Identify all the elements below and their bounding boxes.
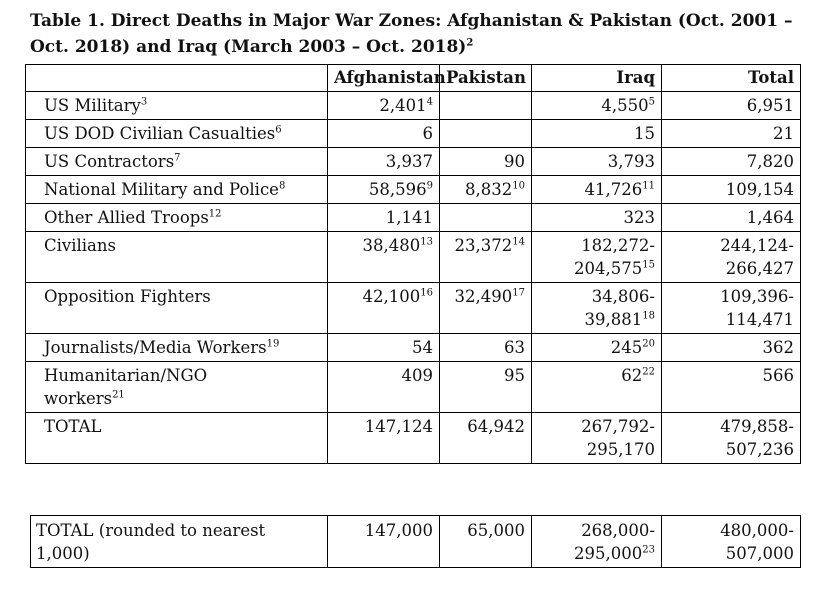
table-row [26, 232, 801, 283]
cell-text: 109,154 [725, 180, 794, 199]
row-label-total-rounded-to-nearest-1-000 [31, 516, 328, 568]
row-label-journalists-media-workers [26, 334, 328, 362]
cell-text: 566 [762, 366, 794, 385]
cell-text: 63 [504, 338, 525, 357]
row-label-opposition-fighters [26, 283, 328, 334]
cell-pakistan [440, 516, 532, 568]
cell-text: TOTAL [44, 417, 102, 436]
cell-text: 41,726 [584, 180, 643, 199]
cell-text: 109,396- [720, 287, 794, 306]
cell-total [662, 362, 801, 413]
footnote-ref: 15 [642, 259, 655, 271]
cell-text: 64,942 [467, 417, 525, 436]
cell-pakistan [440, 120, 532, 148]
footnote-ref: 9 [426, 180, 433, 192]
cell-text: 6,951 [746, 96, 794, 115]
cell-total [662, 148, 801, 176]
cell-total [662, 120, 801, 148]
cell-text: 267,792- [581, 417, 655, 436]
cell-afghanistan [328, 204, 440, 232]
table-row [26, 413, 801, 464]
footnote-ref: 20 [642, 338, 655, 350]
table-title [30, 8, 820, 60]
cell-text: 182,272- [581, 236, 655, 255]
cell-text: Journalists/Media Workers [44, 338, 267, 357]
footnote-ref: 12 [208, 208, 222, 220]
cell-pakistan [440, 283, 532, 334]
row-label-civilians [26, 232, 328, 283]
footnote-ref: 10 [512, 180, 525, 192]
cell-pakistan [440, 232, 532, 283]
cell-text: 480,000- [720, 521, 794, 540]
row-label-us-military [26, 92, 328, 120]
cell-text: 114,471 [725, 310, 794, 329]
row-label-us-dod-civilian-casualties [26, 120, 328, 148]
cell-iraq [532, 283, 662, 334]
cell-text: 1,000) [36, 544, 90, 563]
cell-total [662, 232, 801, 283]
cell-text: 244,124- [720, 236, 794, 255]
cell-text: 245 [610, 338, 643, 357]
cell-iraq [532, 516, 662, 568]
cell-text: 147,000 [364, 521, 433, 540]
row-label-total [26, 413, 328, 464]
table-body [26, 65, 801, 464]
cell-pakistan [440, 148, 532, 176]
footnote-ref: 17 [512, 287, 525, 299]
cell-pakistan [440, 92, 532, 120]
cell-iraq [532, 413, 662, 464]
cell-total [662, 92, 801, 120]
cell-text: 34,806- [591, 287, 655, 306]
cell-total [662, 204, 801, 232]
cell-text: US Military [44, 96, 141, 115]
cell-text: Opposition Fighters [44, 287, 211, 306]
header-iraq: Iraq [532, 65, 662, 92]
cell-text: 6 [422, 124, 433, 143]
table-row [26, 176, 801, 204]
table-title-text: Table 1. Direct Deaths in Major War Zones: Afghanistan & Pakistan (Oct. 2001 – Oct. 2018) and Iraq (March 2003 – Oct. 2018) [30, 11, 793, 57]
row-label-humanitarian-ngo-workers [26, 362, 328, 413]
cell-text: 42,100 [362, 287, 421, 306]
cell-text: 3,937 [385, 152, 433, 171]
cell-text: 1,141 [385, 208, 433, 227]
cell-afghanistan [328, 283, 440, 334]
row-label-other-allied-troops [26, 204, 328, 232]
cell-total [662, 413, 801, 464]
cell-text: 362 [762, 338, 794, 357]
footnote-ref: 23 [642, 544, 655, 556]
cell-text: 38,480 [362, 236, 421, 255]
cell-text: 54 [412, 338, 433, 357]
cell-text: 21 [773, 124, 794, 143]
cell-pakistan [440, 204, 532, 232]
footnote-ref: 21 [112, 389, 125, 401]
header-total: Total [662, 65, 801, 92]
cell-text: 323 [623, 208, 655, 227]
cell-text: 409 [401, 366, 433, 385]
cell-text: 507,000 [725, 544, 794, 563]
cell-iraq [532, 334, 662, 362]
cell-iraq [532, 176, 662, 204]
footnote-ref: 6 [275, 124, 282, 136]
cell-text: Other Allied Troops [44, 208, 209, 227]
rounded-totals-body [31, 516, 801, 568]
header-pakistan: Pakistan [440, 65, 532, 92]
cell-text: 507,236 [725, 440, 794, 459]
cell-text: 62 [621, 366, 643, 385]
header-empty [26, 65, 328, 92]
table-row [26, 204, 801, 232]
cell-afghanistan [328, 120, 440, 148]
cell-afghanistan [328, 92, 440, 120]
table-row [26, 362, 801, 413]
footnote-ref: 19 [266, 338, 280, 350]
cell-pakistan [440, 362, 532, 413]
cell-total [662, 334, 801, 362]
cell-total [662, 283, 801, 334]
cell-pakistan [440, 334, 532, 362]
cell-text: 58,596 [368, 180, 427, 199]
table-row [31, 516, 801, 568]
table-row [26, 283, 801, 334]
table-row [26, 148, 801, 176]
cell-text: 266,427 [725, 259, 794, 278]
cell-text: 8,832 [465, 180, 513, 199]
cell-text: 295,000 [574, 544, 643, 563]
cell-afghanistan [328, 413, 440, 464]
cell-total [662, 516, 801, 568]
footnote-ref: 11 [642, 180, 655, 192]
war-deaths-table [25, 64, 801, 464]
header-afghanistan: Afghanistan [328, 65, 440, 92]
footnote-ref: 16 [420, 287, 433, 299]
cell-text: US DOD Civilian Casualties [44, 124, 276, 143]
table-row [26, 120, 801, 148]
footnote-ref: 7 [174, 152, 181, 164]
header-row [26, 65, 801, 92]
footnote-ref: 22 [642, 366, 655, 378]
footnote-ref: 13 [420, 236, 433, 248]
cell-text: 90 [504, 152, 525, 171]
cell-text: Humanitarian/NGO [44, 366, 208, 385]
footnote-ref: 14 [512, 236, 525, 248]
cell-text: US Contractors [44, 152, 175, 171]
cell-iraq [532, 204, 662, 232]
cell-text: National Military and Police [44, 180, 279, 199]
cell-afghanistan [328, 516, 440, 568]
cell-text: 479,858- [720, 417, 794, 436]
row-label-us-contractors [26, 148, 328, 176]
cell-text: 32,490 [454, 287, 513, 306]
cell-afghanistan [328, 176, 440, 204]
cell-iraq [532, 92, 662, 120]
cell-total [662, 176, 801, 204]
rounded-totals-table [30, 515, 801, 568]
cell-text: 268,000- [581, 521, 655, 540]
cell-text: 295,170 [586, 440, 655, 459]
cell-iraq [532, 362, 662, 413]
footnote-ref: 4 [426, 96, 433, 108]
cell-text: 95 [504, 366, 525, 385]
cell-text: TOTAL (rounded to nearest [36, 521, 266, 540]
table-row [26, 92, 801, 120]
cell-afghanistan [328, 148, 440, 176]
cell-text: 65,000 [467, 521, 525, 540]
cell-text: 147,124 [364, 417, 433, 436]
cell-pakistan [440, 176, 532, 204]
footnote-ref: 3 [140, 96, 148, 108]
cell-text: 15 [634, 124, 655, 143]
cell-text: Civilians [44, 236, 116, 255]
cell-text: 39,881 [584, 310, 643, 329]
cell-afghanistan [328, 362, 440, 413]
cell-iraq [532, 148, 662, 176]
footnote-ref: 5 [648, 96, 655, 108]
cell-afghanistan [328, 232, 440, 283]
footnote-ref: 8 [278, 180, 286, 192]
footnote-ref: 2 [466, 37, 474, 49]
cell-text: 23,372 [454, 236, 513, 255]
cell-text: 7,820 [746, 152, 794, 171]
table-row [26, 334, 801, 362]
cell-text: 204,575 [574, 259, 643, 278]
cell-iraq [532, 120, 662, 148]
cell-text: 4,550 [601, 96, 649, 115]
cell-afghanistan [328, 334, 440, 362]
row-label-national-military-and-police [26, 176, 328, 204]
cell-pakistan [440, 413, 532, 464]
cell-text: workers [44, 389, 113, 408]
footnote-ref: 18 [642, 310, 655, 322]
cell-text: 3,793 [607, 152, 655, 171]
cell-iraq [532, 232, 662, 283]
cell-text: 1,464 [746, 208, 794, 227]
cell-text: 2,401 [379, 96, 427, 115]
